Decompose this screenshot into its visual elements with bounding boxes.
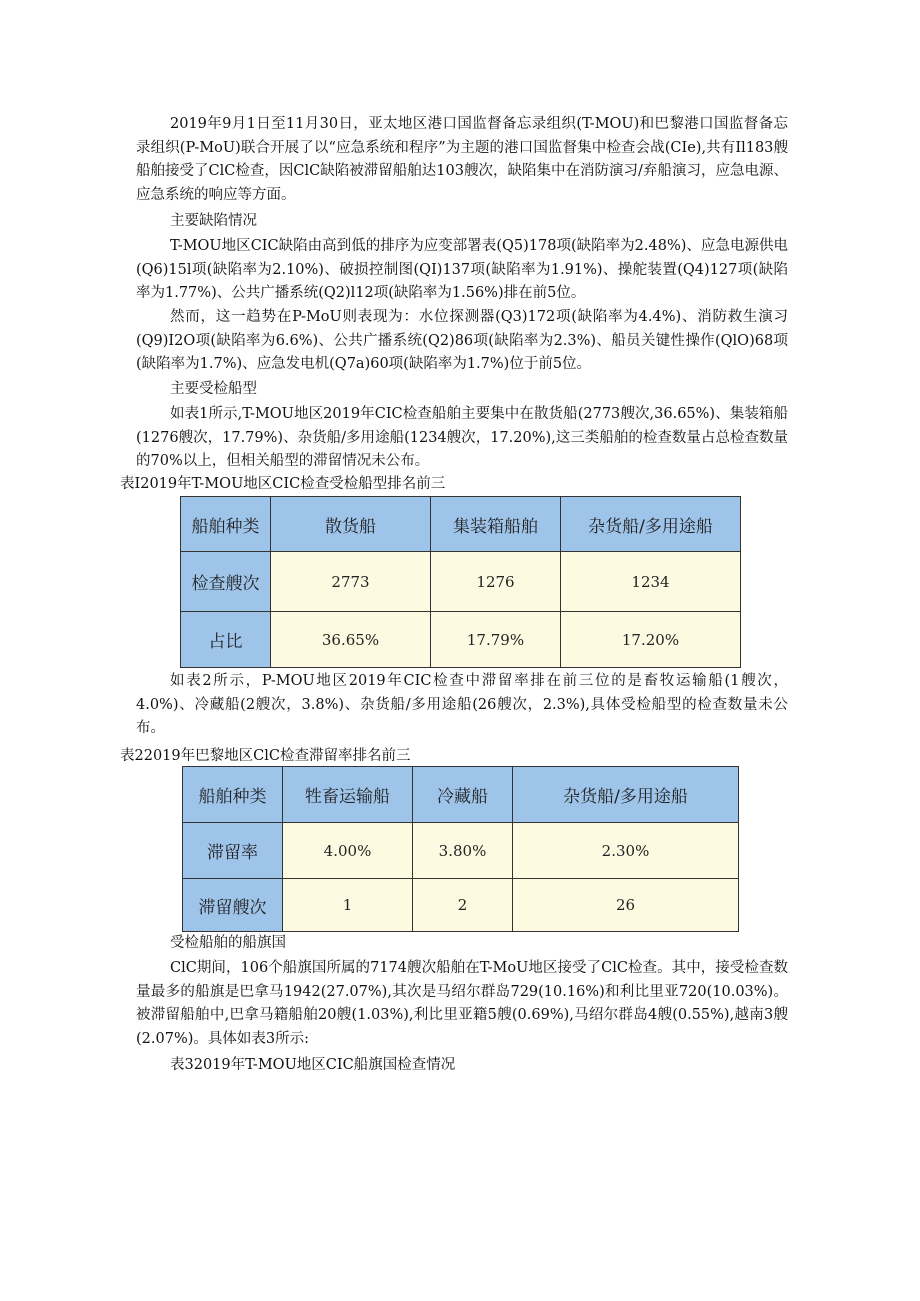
table2-row-label: 滞留率: [183, 823, 283, 879]
intro-paragraph: 2019年9月1日至11月30日，亚太地区港口国监督备忘录组织(T-MOU)和巴黎港口国监督备忘录组织(P-MoU)联合开展了以“应急系统和程序”为主题的港口国监督集中检查会战(CIe),共有Il183艘船舶接受了ClC检查，因ClC缺陷被滞留船舶达103艘次，缺陷集中在消防演习/弃船演习，应急电源、应急系统的响应等方面。: [136, 116, 788, 203]
table2-cell: 2: [413, 879, 513, 932]
table2-header-cell: 船舶种类: [183, 767, 283, 823]
table-row: [183, 879, 739, 932]
table1: [180, 496, 741, 668]
tmou-defects-paragraph: T-MOU地区CIC缺陷由高到低的排序为应变部署表(Q5)178项(缺陷率为2.48%)、应急电源供电(Q6)15l项(缺陷率为2.10%)、破损控制图(QI)137项(缺陷率为1.91%)、操舵装置(Q4)127项(缺陷率为1.77%)、公共广播系统(Q2)l12项(缺陷率为1.56%)排在前5位。: [136, 238, 788, 302]
table-row: [181, 552, 741, 612]
table1-cell: 17.20%: [561, 612, 741, 668]
table2-cell: 3.80%: [413, 823, 513, 879]
table2-header-cell: 杂货船/多用途船: [513, 767, 739, 823]
flags-paragraph: ClC期间，106个船旗国所属的7174艘次船舶在T-MoU地区接受了ClC检查。其中，接受检查数量最多的船旗是巴拿马1942(27.07%),其次是马绍尔群岛729(10.16%)和利比里亚720(10.03%)。被滞留船舶中,巴拿马籍船舶20艘(1.03%),利比里亚籍5艘(0.69%),马绍尔群岛4艘(0.55%),越南3艘(2.07%)。具体如表3所示:: [136, 960, 788, 1047]
table2-cell: 26: [513, 879, 739, 932]
table1-header-cell: 散货船: [271, 497, 431, 552]
table1-header-cell: 集装箱船舶: [431, 497, 561, 552]
table-row: [181, 612, 741, 668]
table1-cell: 1276: [431, 552, 561, 612]
pmou-defects-paragraph: 然而，这一趋势在P-MoU则表现为：水位探测器(Q3)172项(缺陷率为4.4%)、消防救生演习(Q9)I2O项(缺陷率为6.6%)、公共广播系统(Q2)86项(缺陷率为2.3%)、船员关键性操作(QlO)68项(缺陷率为1.7%)、应急发电机(Q7a)60项(缺陷率为1.7%)位于前5位。: [136, 309, 788, 373]
table1-header-row: [181, 497, 741, 552]
table1-cell: 36.65%: [271, 612, 431, 668]
table2-cell: 1: [283, 879, 413, 932]
table1-row-label: 占比: [181, 612, 271, 668]
table1-header-cell: 船舶种类: [181, 497, 271, 552]
heading-ship-types: 主要受检船型: [170, 381, 257, 397]
table2-header-cell: 冷藏船: [413, 767, 513, 823]
table1-header-cell: 杂货船/多用途船: [561, 497, 741, 552]
table2: [182, 766, 739, 932]
table1-row-label: 检查艘次: [181, 552, 271, 612]
table-row: [183, 823, 739, 879]
table2-cell: 4.00%: [283, 823, 413, 879]
heading-main-defects: 主要缺陷情况: [170, 213, 257, 229]
heading-flag-states: 受检船舶的船旗国: [170, 935, 286, 951]
table1-caption: 表I2019年T-MOU地区CIC检查受检船型排名前三: [120, 476, 446, 492]
table1-cell: 1234: [561, 552, 741, 612]
detention-paragraph: 如表2所示，P-MOU地区2019年CIC检查中滞留率排在前三位的是畜牧运输船(1艘次，4.0%)、冷藏船(2艘次，3.8%)、杂货船/多用途船(26艘次，2.3%),具体受检船型的检查数量未公布。: [136, 673, 788, 737]
table2-row-label: 滞留艘次: [183, 879, 283, 932]
ship-types-paragraph: 如表1所示,T-MOU地区2019年CIC检查船舶主要集中在散货船(2773艘次,36.65%)、集装箱船(1276艘次，17.79%)、杂货船/多用途船(1234艘次，17.20%),这三类船舶的检查数量占总检查数量的70%以上，但相关船型的滞留情况未公布。: [136, 406, 788, 470]
table2-caption: 表22019年巴黎地区ClC检查滞留率排名前三: [120, 748, 411, 764]
table3-caption: 表32019年T-MOU地区CIC船旗国检查情况: [170, 1057, 456, 1073]
table2-cell: 2.30%: [513, 823, 739, 879]
table1-cell: 2773: [271, 552, 431, 612]
table2-header-cell: 牲畜运输船: [283, 767, 413, 823]
table1-cell: 17.79%: [431, 612, 561, 668]
table2-header-row: [183, 767, 739, 823]
